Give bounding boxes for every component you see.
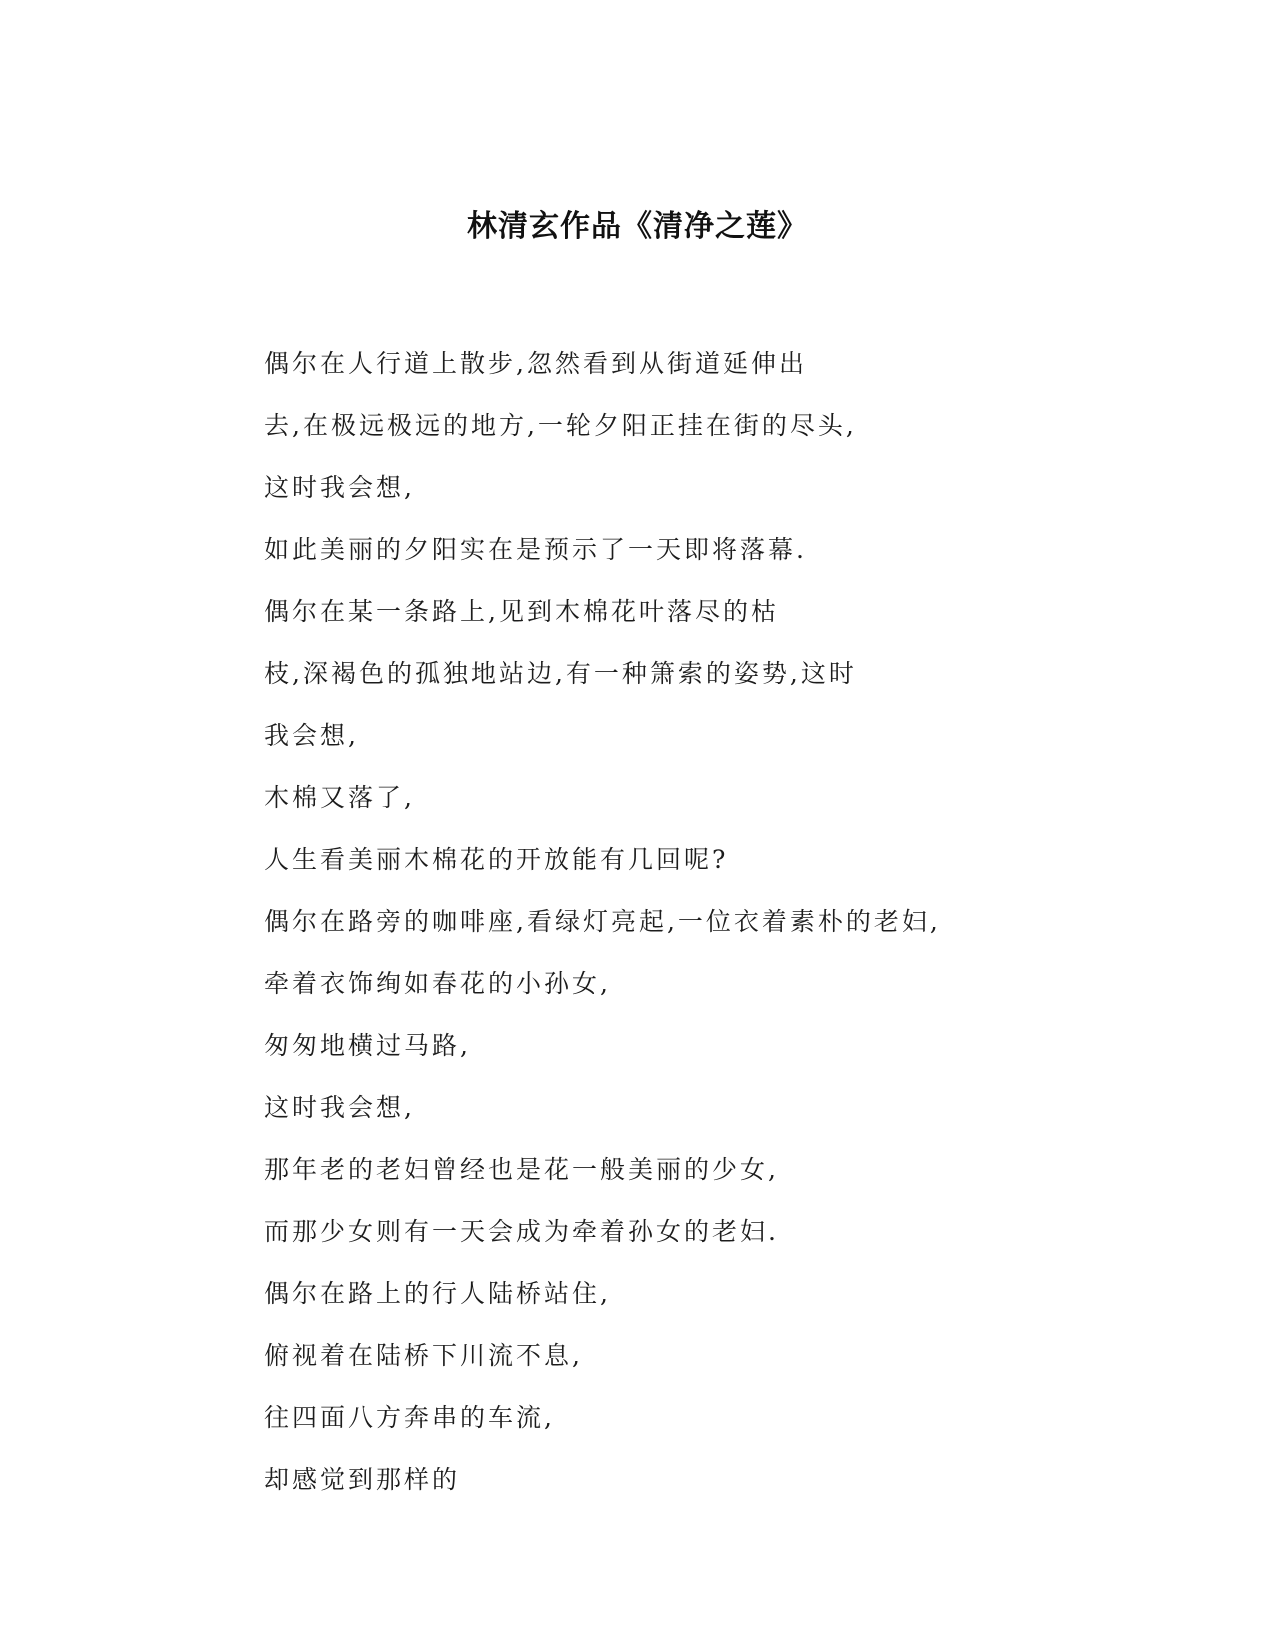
text-line: 俯视着在陆桥下川流不息, <box>264 1341 583 1370</box>
text-line: 往四面八方奔串的车流, <box>264 1403 555 1432</box>
text-line: 牵着衣饰绚如春花的小孙女, <box>264 969 611 998</box>
text-line: 那年老的老妇曾经也是花一般美丽的少女, <box>264 1155 779 1184</box>
text-line: 如此美丽的夕阳实在是预示了一天即将落幕. <box>264 535 807 564</box>
text-line: 偶尔在人行道上散步,忽然看到从街道延伸出 <box>264 349 807 378</box>
text-line: 这时我会想, <box>264 1093 415 1122</box>
text-line: 而那少女则有一天会成为牵着孙女的老妇. <box>264 1217 779 1246</box>
text-line: 偶尔在路上的行人陆桥站住, <box>264 1279 611 1308</box>
text-line: 人生看美丽木棉花的开放能有几回呢? <box>264 845 729 874</box>
text-line: 偶尔在某一条路上,见到木棉花叶落尽的枯 <box>264 597 779 626</box>
text-line: 这时我会想, <box>264 473 415 502</box>
text-line: 匆匆地横过马路, <box>264 1031 471 1060</box>
document-title: 林清玄作品《清净之莲》 <box>467 209 808 244</box>
text-line: 木棉又落了, <box>264 783 415 812</box>
document-body <box>264 333 1024 1511</box>
text-line: 我会想, <box>264 721 359 750</box>
text-line: 枝,深褐色的孤独地站边,有一种箫索的姿势,这时 <box>264 659 857 688</box>
text-line: 偶尔在路旁的咖啡座,看绿灯亮起,一位衣着素朴的老妇, <box>264 907 941 936</box>
text-line: 去,在极远极远的地方,一轮夕阳正挂在街的尽头, <box>264 411 857 440</box>
text-line: 却感觉到那样的 <box>264 1465 461 1494</box>
